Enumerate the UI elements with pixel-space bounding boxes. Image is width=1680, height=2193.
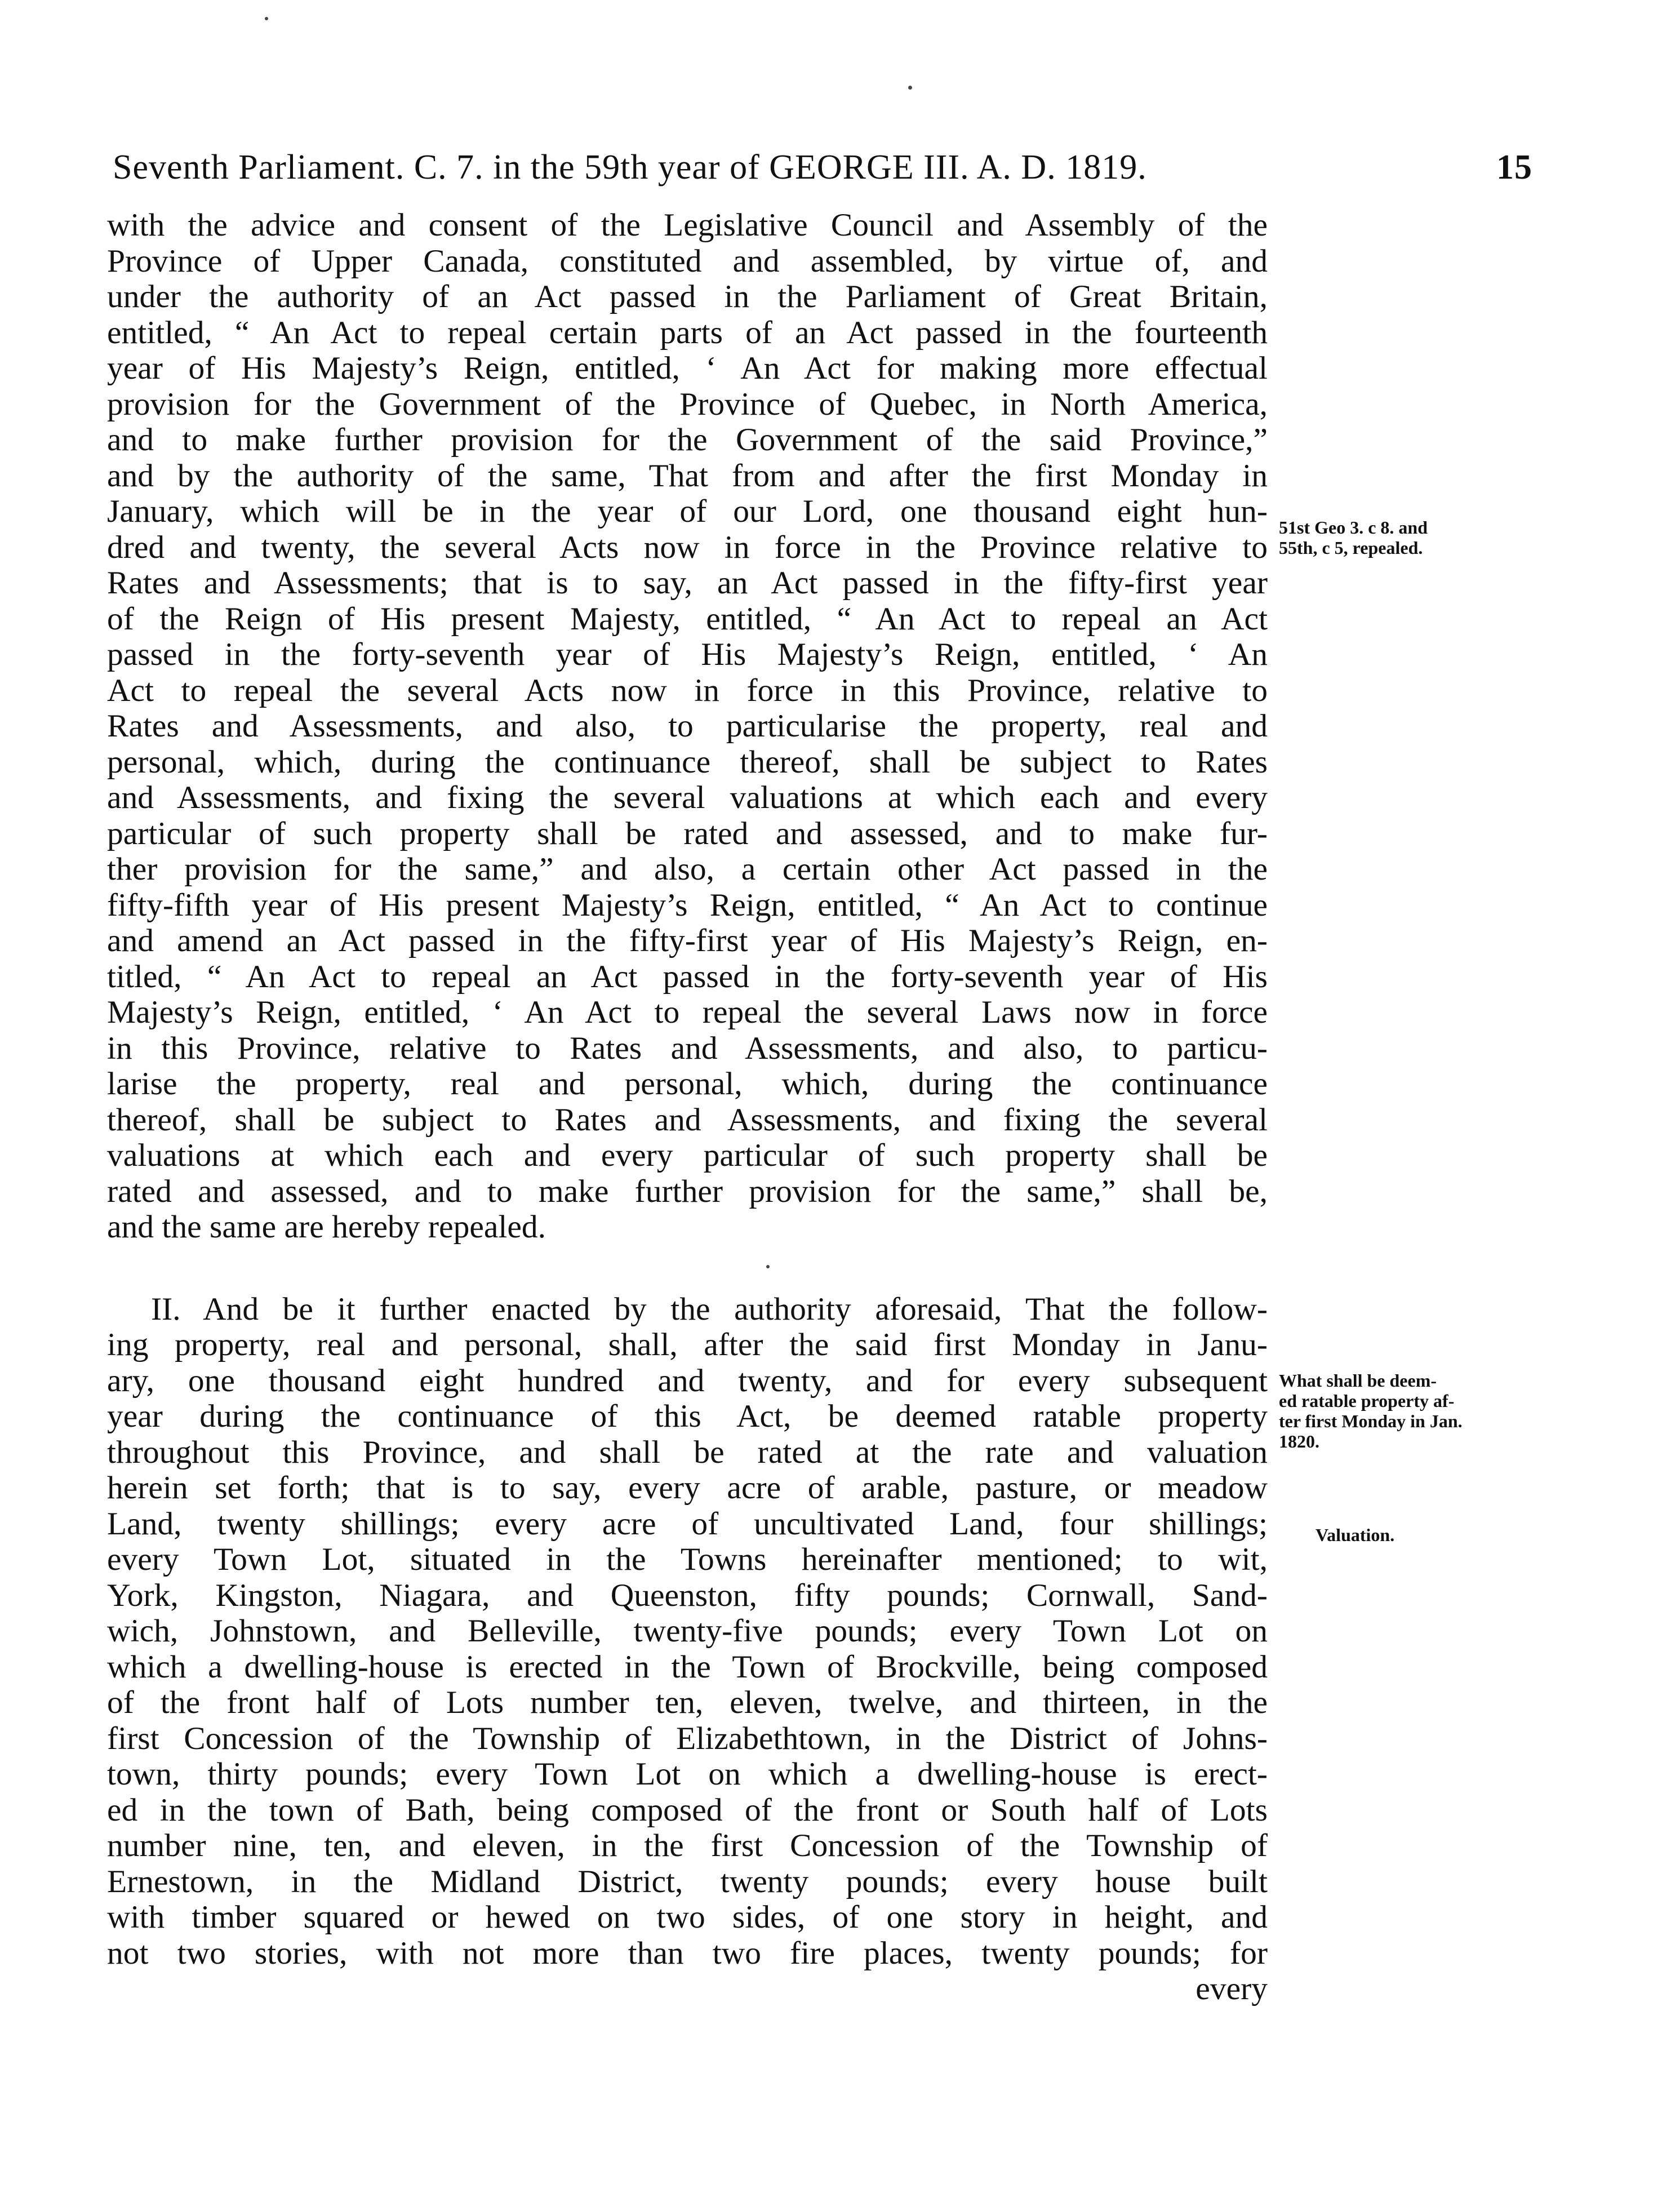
- text-line: number nine, ten, and eleven, in the first Concession of the Township of: [107, 1828, 1268, 1863]
- text-line: Rates and Assessments, and also, to particularise the property, real and: [107, 708, 1268, 744]
- text-line: not two stories, with not more than two fire places, twenty pounds; for: [107, 1935, 1268, 1971]
- catchword: every: [1195, 1971, 1268, 2006]
- text-line: year during the continuance of this Act, be deemed ratable property: [107, 1399, 1268, 1434]
- text-line: and amend an Act passed in the fifty-first year of His Majesty’s Reign, en-: [107, 923, 1268, 958]
- text-line: dred and twenty, the several Acts now in force in the Province relative to: [107, 529, 1268, 565]
- text-line: ary, one thousand eight hundred and twenty, and for every subsequent: [107, 1362, 1268, 1399]
- text-line: which a dwelling-house is erected in the Town of Brockville, being composed: [107, 1649, 1268, 1685]
- text-line: year of His Majesty’s Reign, entitled, ‘ An Act for making more effectual: [107, 350, 1268, 386]
- marginal-note-ratable-property: [1279, 1370, 1521, 1451]
- text-line: and to make further provision for the Government of the said Province,”: [107, 422, 1268, 458]
- text-line: II. And be it further enacted by the authority aforesaid, That the follow-: [151, 1291, 1268, 1327]
- text-line: rated and assessed, and to make further provision for the same,” shall be,: [107, 1173, 1268, 1209]
- text-line: York, Kingston, Niagara, and Queenston, fifty pounds; Cornwall, Sand-: [107, 1577, 1268, 1613]
- text-line: passed in the forty-seventh year of His Majesty’s Reign, entitled, ‘ An: [107, 637, 1268, 672]
- text-line: Province of Upper Canada, constituted and assembled, by virtue of, and: [107, 243, 1268, 279]
- text-line: particular of such property shall be rated and assessed, and to make fur-: [107, 815, 1268, 851]
- text-line: Act to repeal the several Acts now in force in this Province, relative to: [107, 672, 1268, 708]
- text-line: fifty-fifth year of His present Majesty’s Reign, entitled, “ An Act to continue: [107, 887, 1268, 923]
- running-head-title: Seventh Parliament. C. 7. in the 59th year of GEORGE III. A. D. 1819.: [113, 148, 1147, 187]
- marginal-note-valuation: [1315, 1525, 1558, 1545]
- text-line: every Town Lot, situated in the Towns hereinafter mentioned; to wit,: [107, 1542, 1268, 1577]
- text-line: and Assessments, and fixing the several valuations at which each and every: [107, 780, 1268, 815]
- text-line: ther provision for the same,” and also, a certain other Act passed in the: [107, 851, 1268, 887]
- text-line: first Concession of the Township of Elizabethtown, in the District of Johns-: [107, 1720, 1268, 1756]
- text-line: of the Reign of His present Majesty, entitled, “ An Act to repeal an Act: [107, 601, 1268, 637]
- text-line: valuations at which each and every particular of such property shall be: [107, 1138, 1268, 1173]
- text-line: under the authority of an Act passed in the Parliament of Great Britain,: [107, 279, 1268, 314]
- text-line: Majesty’s Reign, entitled, ‘ An Act to repeal the several Laws now in force: [107, 995, 1268, 1030]
- paragraph-section-ii: [107, 1291, 1268, 1972]
- marginal-note-line: What shall be deem-: [1279, 1370, 1437, 1391]
- text-line: herein set forth; that is to say, every acre of arable, pasture, or meadow: [107, 1470, 1268, 1506]
- text-line: and by the authority of the same, That from and after the first Monday in: [107, 458, 1268, 494]
- text-line: Land, twenty shillings; every acre of uncultivated Land, four shillings;: [107, 1506, 1268, 1542]
- text-line: thereof, shall be subject to Rates and Assessments, and fixing the several: [107, 1102, 1268, 1138]
- text-line: and the same are hereby repealed.: [107, 1209, 546, 1245]
- text-line: town, thirty pounds; every Town Lot on which a dwelling-house is erect-: [107, 1756, 1268, 1792]
- text-line: January, which will be in the year of our Lord, one thousand eight hun-: [107, 494, 1268, 529]
- text-line: ed in the town of Bath, being composed of the front or South half of Lots: [107, 1792, 1268, 1828]
- marginal-note-repealed-acts: [1279, 517, 1521, 558]
- marginal-note-line: 1820.: [1279, 1431, 1319, 1451]
- text-line: entitled, “ An Act to repeal certain parts of an Act passed in the fourteenth: [107, 314, 1268, 350]
- marginal-note-line: 51st Geo 3. c 8. and: [1279, 517, 1428, 538]
- text-line: with the advice and consent of the Legislative Council and Assembly of the: [107, 207, 1268, 243]
- text-line: Rates and Assessments; that is to say, an Act passed in the fifty-first year: [107, 565, 1268, 601]
- text-line: titled, “ An Act to repeal an Act passed in the forty-seventh year of His: [107, 958, 1268, 995]
- body-text: [107, 207, 1268, 2007]
- text-line: of the front half of Lots number ten, eleven, twelve, and thirteen, in the: [107, 1685, 1268, 1720]
- running-header: [113, 148, 1532, 193]
- text-line: throughout this Province, and shall be rated at the rate and valuation: [107, 1434, 1268, 1470]
- paragraph-repeal: [107, 207, 1268, 1245]
- text-line: with timber squared or hewed on two sides, of one story in height, and: [107, 1899, 1268, 1935]
- text-line: provision for the Government of the Province of Quebec, in North America,: [107, 386, 1268, 422]
- page-speck: [908, 86, 912, 90]
- page-number: 15: [1496, 148, 1532, 187]
- text-line: Ernestown, in the Midland District, twenty pounds; every house built: [107, 1863, 1268, 1899]
- page-speck: [265, 17, 268, 20]
- marginal-note-line: ed ratable property af-: [1279, 1391, 1455, 1411]
- text-line: ing property, real and personal, shall, after the said first Monday in Janu-: [107, 1327, 1268, 1362]
- marginal-note-line: ter first Monday in Jan.: [1279, 1411, 1463, 1431]
- paragraph-gap: [107, 1245, 1268, 1291]
- text-line: wich, Johnstown, and Belleville, twenty-five pounds; every Town Lot on: [107, 1613, 1268, 1649]
- text-line: personal, which, during the continuance thereof, shall be subject to Rates: [107, 744, 1268, 780]
- marginal-note-line: 55th, c 5, repealed.: [1279, 538, 1423, 558]
- text-line: larise the property, real and personal, which, during the continuance: [107, 1066, 1268, 1102]
- page-speck: [766, 1265, 770, 1268]
- marginal-note-line: Valuation.: [1315, 1525, 1395, 1545]
- text-line: in this Province, relative to Rates and Assessments, and also, to particu-: [107, 1030, 1268, 1066]
